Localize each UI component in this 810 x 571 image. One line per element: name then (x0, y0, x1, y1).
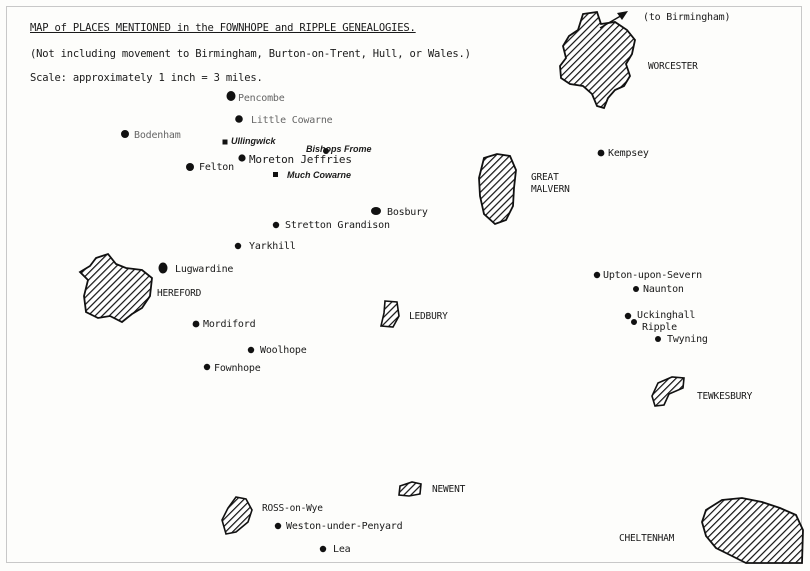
uckinghall-marker (625, 313, 631, 319)
uckinghall-label: Uckinghall (637, 310, 696, 321)
naunton-label: Naunton (643, 284, 684, 295)
yarkhill-label: Yarkhill (249, 241, 296, 252)
felton-marker (186, 163, 194, 171)
kempsey-marker (598, 150, 605, 157)
lea-label: Lea (333, 544, 351, 555)
cheltenham-label: CHELTENHAM (619, 533, 675, 544)
hereford-town-shape (80, 254, 152, 322)
ledbury-label: LEDBURY (409, 311, 448, 322)
lugwardine-label: Lugwardine (175, 264, 234, 275)
kempsey-label: Kempsey (608, 148, 649, 159)
map-title: MAP of PLACES MENTIONED in the FOWNHOPE and RIPPLE GENEALOGIES. (30, 22, 416, 34)
much-cowarne-marker (273, 172, 278, 177)
little-cowarne-marker (235, 115, 243, 123)
weston-marker (275, 523, 281, 529)
pencombe-marker (227, 91, 236, 101)
bosbury-marker (371, 207, 381, 215)
stretton-grandison-marker (273, 222, 279, 228)
naunton-marker (633, 286, 639, 292)
bosbury-label: Bosbury (387, 207, 428, 218)
malvern-label: MALVERN (531, 184, 570, 195)
ross-town-shape (222, 497, 252, 534)
map-note: (Not including movement to Birmingham, Burton-on-Trent, Hull, or Wales.) (30, 48, 471, 60)
worcester-label: WORCESTER (648, 61, 698, 72)
mordiford-marker (193, 321, 200, 328)
cheltenham-town-shape (702, 498, 803, 563)
bishops-frome-label: Bishops Frome (306, 144, 372, 154)
mordiford-label: Mordiford (203, 319, 256, 330)
bodenham-label: Bodenham (134, 130, 181, 141)
ross-label: ROSS-on-Wye (262, 503, 323, 514)
bodenham-marker (121, 130, 129, 138)
twyning-marker (655, 336, 661, 342)
yarkhill-marker (235, 243, 241, 249)
great-malvern-town-shape (479, 154, 516, 224)
map-scale: Scale: approximately 1 inch = 3 miles. (30, 72, 263, 84)
felton-label: Felton (199, 162, 234, 173)
much-cowarne-label: Much Cowarne (287, 170, 352, 180)
lugwardine-marker (159, 263, 168, 274)
tewkesbury-label: TEWKESBURY (697, 391, 753, 402)
woolhope-marker (248, 347, 254, 353)
tewkesbury-town-shape (652, 377, 684, 406)
fownhope-marker (204, 364, 210, 370)
ledbury-town-shape (381, 301, 399, 327)
moreton-jeffries-label: Moreton Jeffries (249, 153, 352, 166)
pencombe-label: Pencombe (238, 93, 285, 104)
moreton-jeffries-marker (238, 154, 245, 161)
birmingham-arrowhead (617, 11, 628, 20)
ullingwick-marker (223, 140, 228, 145)
ullingwick-label: Ullingwick (231, 136, 276, 146)
upton-marker (594, 272, 600, 278)
little-cowarne-label: Little Cowarne (251, 115, 333, 126)
hereford-label: HEREFORD (157, 288, 202, 299)
birmingham-label: (to Birmingham) (643, 12, 731, 23)
upton-label: Upton-upon-Severn (603, 270, 702, 281)
weston-label: Weston-under-Penyard (286, 521, 403, 532)
twyning-label: Twyning (667, 334, 708, 345)
newent-town-shape (399, 482, 421, 496)
ripple-label: Ripple (642, 322, 677, 333)
woolhope-label: Woolhope (260, 345, 307, 356)
worcester-town-shape (560, 12, 635, 108)
fownhope-label: Fownhope (214, 363, 261, 374)
lea-marker (320, 546, 326, 552)
newent-label: NEWENT (432, 484, 466, 495)
great-label: GREAT (531, 172, 559, 183)
stretton-grandison-label: Stretton Grandison (285, 220, 390, 231)
